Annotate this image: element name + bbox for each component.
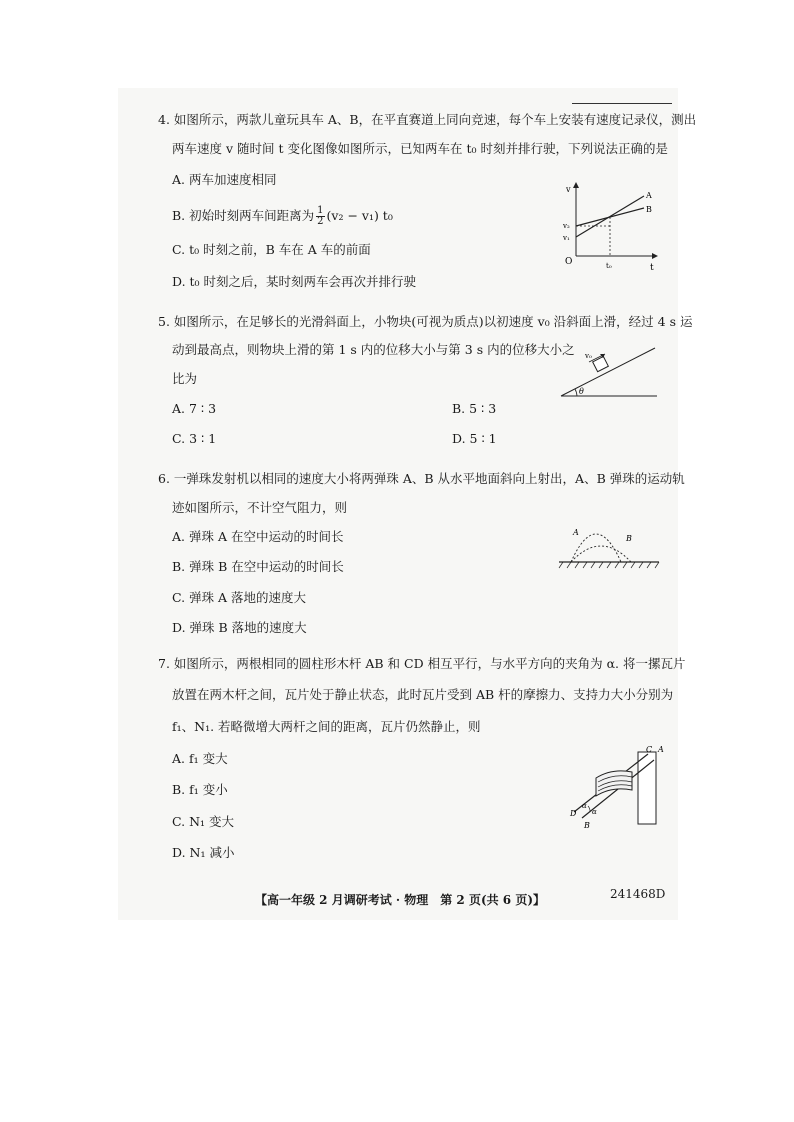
q6-option-a: A. 弹珠 A 在空中运动的时间长 <box>172 529 344 544</box>
q5-option-c: C. 3 ∶ 1 <box>172 431 217 446</box>
q4-t0-label: t₀ <box>606 262 612 270</box>
q7-stem-line1: 7. 如图所示，两根相同的圆柱形木杆 AB 和 CD 相互平行，与水平方向的夹角为 α. 将一摞瓦片 <box>158 656 686 671</box>
q7-alpha-label-1: α <box>582 802 587 810</box>
q6-option-c: C. 弹珠 A 落地的速度大 <box>172 590 307 605</box>
q4-option-b-suffix: (v₂ − v₁) t₀ <box>326 208 393 223</box>
q4-option-b-numerator: 1 <box>317 205 324 216</box>
q7-stem-line3: f₁、N₁. 若略微增大两杆之间的距离，瓦片仍然静止，则 <box>172 719 481 734</box>
q5-stem-line3: 比为 <box>172 371 198 386</box>
q4-v-label: v <box>566 185 571 194</box>
q7-label-d: D <box>570 809 577 818</box>
q4-v2-label: v₂ <box>563 222 570 230</box>
q4-t-axis-arrow <box>652 253 658 259</box>
q7-stem-line2: 放置在两木杆之间，瓦片处于静止状态，此时瓦片受到 AB 杆的摩擦力、支持力大小分别为 <box>172 687 674 702</box>
q5-stem-line2: 动到最高点，则物块上滑的第 1 s 内的位移大小与第 3 s 内的位移大小之 <box>172 342 575 357</box>
q5-theta-label: θ <box>579 387 584 396</box>
q7-tile-figure <box>562 740 672 828</box>
q7-label-a: A <box>658 745 664 754</box>
q5-option-b: B. 5 ∶ 3 <box>452 401 497 416</box>
q5-incline-figure <box>555 340 665 405</box>
page-footer: 【高一年级 2 月调研考试 · 物理 第 2 页(共 6 页)】 <box>255 893 546 907</box>
q4-v1-label: v₁ <box>563 234 570 242</box>
q7-alpha-label-2: α <box>592 808 597 816</box>
q5-stem-line1: 5. 如图所示，在足够长的光滑斜面上，小物块(可视为质点)以初速度 v₀ 沿斜面上滑，经过 4 s 运 <box>158 314 693 329</box>
q6-trajectory-figure <box>555 518 665 574</box>
q6-stem-line1: 6. 一弹珠发射机以相同的速度大小将两弹珠 A、B 从水平地面斜向上射出，A、B 弹珠的运动轨 <box>158 471 685 486</box>
q6-option-b: B. 弹珠 B 在空中运动的时间长 <box>172 559 344 574</box>
q7-option-b: B. f₁ 变小 <box>172 782 228 797</box>
q7-option-d: D. N₁ 减小 <box>172 845 235 860</box>
q4-option-d: D. t₀ 时刻之后，某时刻两车会再次并排行驶 <box>172 274 417 289</box>
q6-option-d: D. 弹珠 B 落地的速度大 <box>172 620 307 635</box>
q4-t-label: t <box>650 263 654 273</box>
q6-trajectory-b <box>571 546 631 562</box>
q7-label-c: C <box>646 745 653 754</box>
header-rule <box>572 103 672 104</box>
q5-angle-arc <box>575 389 577 396</box>
q6-label-b: B <box>626 534 632 543</box>
q4-label-b: B <box>646 205 652 214</box>
q4-option-b-fraction <box>316 206 324 227</box>
q4-vt-graph <box>560 180 660 275</box>
q4-option-b-prefix: B. 初始时刻两车间距离为 <box>172 208 315 223</box>
q4-label-a: A <box>646 191 652 200</box>
q4-option-a: A. 两车加速度相同 <box>172 172 277 187</box>
q4-option-b <box>172 206 393 227</box>
q6-ground-hatch <box>559 562 659 568</box>
q5-option-a: A. 7 ∶ 3 <box>172 401 217 416</box>
q6-stem-line2: 迹如图所示，不计空气阻力，则 <box>172 500 348 515</box>
q7-label-b: B <box>584 821 590 828</box>
q7-option-a: A. f₁ 变大 <box>172 751 228 766</box>
q4-stem-line1: 4. 如图所示，两款儿童玩具车 A、B，在平直赛道上同向竞速，每个车上安装有速度记录仪，测出 <box>158 112 697 127</box>
q4-v-axis-arrow <box>573 182 579 188</box>
q4-stem-line2: 两车速度 v 随时间 t 变化图像如图所示，已知两车在 t₀ 时刻并排行驶，下列说法正确的是 <box>172 141 668 156</box>
q5-v0-label: v₀ <box>585 352 592 360</box>
q6-label-a: A <box>573 528 579 537</box>
q4-option-b-denominator: 2 <box>317 216 324 227</box>
q7-option-c: C. N₁ 变大 <box>172 814 234 829</box>
q5-incline-line <box>561 348 655 396</box>
paper-code: 241468D <box>610 887 666 901</box>
q5-option-d: D. 5 ∶ 1 <box>452 431 497 446</box>
q4-option-c: C. t₀ 时刻之前，B 车在 A 车的前面 <box>172 242 371 257</box>
q6-trajectory-a <box>571 534 621 562</box>
q7-wall <box>638 752 656 824</box>
q4-origin-label: O <box>565 257 573 267</box>
